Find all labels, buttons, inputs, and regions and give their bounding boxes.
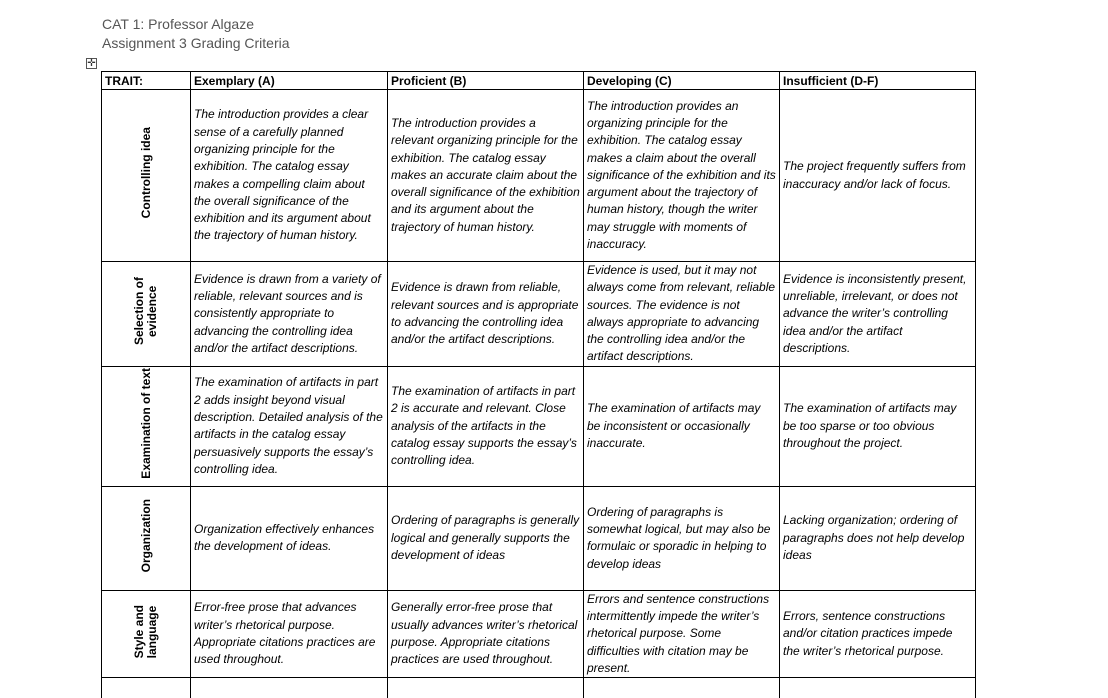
cell-developing: The examination of artifacts may be inconsistent or occasionally inaccurate.: [584, 366, 780, 486]
cell-proficient: Evidence is drawn from reliable, relevant sources and is appropriate to advancing the controlling idea and/or the artifact descriptions.: [388, 262, 584, 367]
column-header-proficient: Proficient (B): [388, 72, 584, 90]
cell-developing: Evidence is used, but it may not always come from relevant, reliable sources. The evidence is not always appropriate to advancing the controlling idea and/or the artifact descriptions.: [584, 262, 780, 367]
cell-insufficient: Evidence is inconsistently present, unreliable, irrelevant, or does not advance the writer’s controlling idea and/or the artifact descriptions.: [780, 262, 976, 367]
cell-exemplary: The examination of artifacts in part 2 adds insight beyond visual description. Detailed analysis of the artifacts in the catalog essay persuasively supports the essay’s controlling idea.: [191, 366, 388, 486]
trait-label: Style and language: [132, 604, 159, 659]
cell-proficient: Ordering of paragraphs is generally logical and generally supports the development of ideas: [388, 486, 584, 590]
cell-proficient: The introduction provides a relevant organizing principle for the exhibition. The catalog essay makes an accurate claim about the overall significance of the exhibition and its argument about the trajectory of human history.: [388, 90, 584, 262]
trait-cell-controlling-idea: [102, 90, 191, 262]
document-title: CAT 1: Professor Algaze: [102, 16, 254, 32]
empty-cell: [388, 678, 584, 698]
column-header-exemplary: Exemplary (A): [191, 72, 388, 90]
trait-cell-style-and-language: [102, 590, 191, 677]
table-header-row: [102, 72, 976, 90]
document-header: [102, 15, 290, 53]
empty-cell: [584, 678, 780, 698]
cell-proficient: The examination of artifacts in part 2 is accurate and relevant. Close analysis of the artifacts in the catalog essay supports the essay’s controlling idea.: [388, 366, 584, 486]
column-header-developing: Developing (C): [584, 72, 780, 90]
move-crosshair-icon[interactable]: ✛: [87, 58, 96, 69]
cell-exemplary: Error-free prose that advances writer’s rhetorical purpose. Appropriate citations practices are used throughout.: [191, 590, 388, 677]
trait-cell-selection-of-evidence: [102, 262, 191, 367]
table-row-continued: [102, 678, 976, 698]
table-row: [102, 90, 976, 262]
column-header-trait: TRAIT:: [102, 72, 191, 90]
cell-exemplary: The introduction provides a clear sense of a carefully planned organizing principle for the exhibition. The catalog essay makes a compelling claim about the overall significance of the exhibition and its argument about the trajectory of human history.: [191, 90, 388, 262]
cell-proficient: Generally error-free prose that usually advances writer’s rhetorical purpose. Appropriate citations practices are used throughout.: [388, 590, 584, 677]
cell-insufficient: Errors, sentence constructions and/or citation practices impede the writer’s rhetorical purpose.: [780, 590, 976, 677]
cell-developing: Ordering of paragraphs is somewhat logical, but may also be formulaic or sporadic in helping to develop ideas: [584, 486, 780, 590]
cell-insufficient: The project frequently suffers from inaccuracy and/or lack of focus.: [780, 90, 976, 262]
table-row: [102, 486, 976, 590]
cell-developing: The introduction provides an organizing principle for the exhibition. The catalog essay makes a claim about the overall significance of the exhibition and its argument about the trajectory of human history, though the writer may struggle with moments of inaccuracy.: [584, 90, 780, 262]
empty-cell: [102, 678, 191, 698]
trait-label: Organization: [138, 498, 153, 573]
trait-label: Selection of evidence: [132, 277, 159, 346]
cell-exemplary: Evidence is drawn from a variety of reliable, relevant sources and is consistently appropriate to advancing the controlling idea and/or the artifact descriptions.: [191, 262, 388, 367]
cell-insufficient: Lacking organization; ordering of paragraphs does not help develop ideas: [780, 486, 976, 590]
cell-exemplary: Organization effectively enhances the development of ideas.: [191, 486, 388, 590]
trait-label: Controlling idea: [138, 127, 153, 219]
column-header-insufficient: Insufficient (D-F): [780, 72, 976, 90]
grading-rubric-table: [101, 71, 976, 698]
table-row: [102, 262, 976, 367]
document-subtitle: Assignment 3 Grading Criteria: [102, 35, 290, 51]
trait-cell-examination-of-text: [102, 366, 191, 486]
table-row: [102, 590, 976, 677]
cell-developing: Errors and sentence constructions intermittently impede the writer’s rhetorical purpose. Some difficulties with citation may be present.: [584, 590, 780, 677]
trait-label: Examination of text: [138, 368, 153, 479]
table-row: [102, 366, 976, 486]
empty-cell: [780, 678, 976, 698]
empty-cell: [191, 678, 388, 698]
trait-cell-organization: [102, 486, 191, 590]
cell-insufficient: The examination of artifacts may be too sparse or too obvious throughout the project.: [780, 366, 976, 486]
